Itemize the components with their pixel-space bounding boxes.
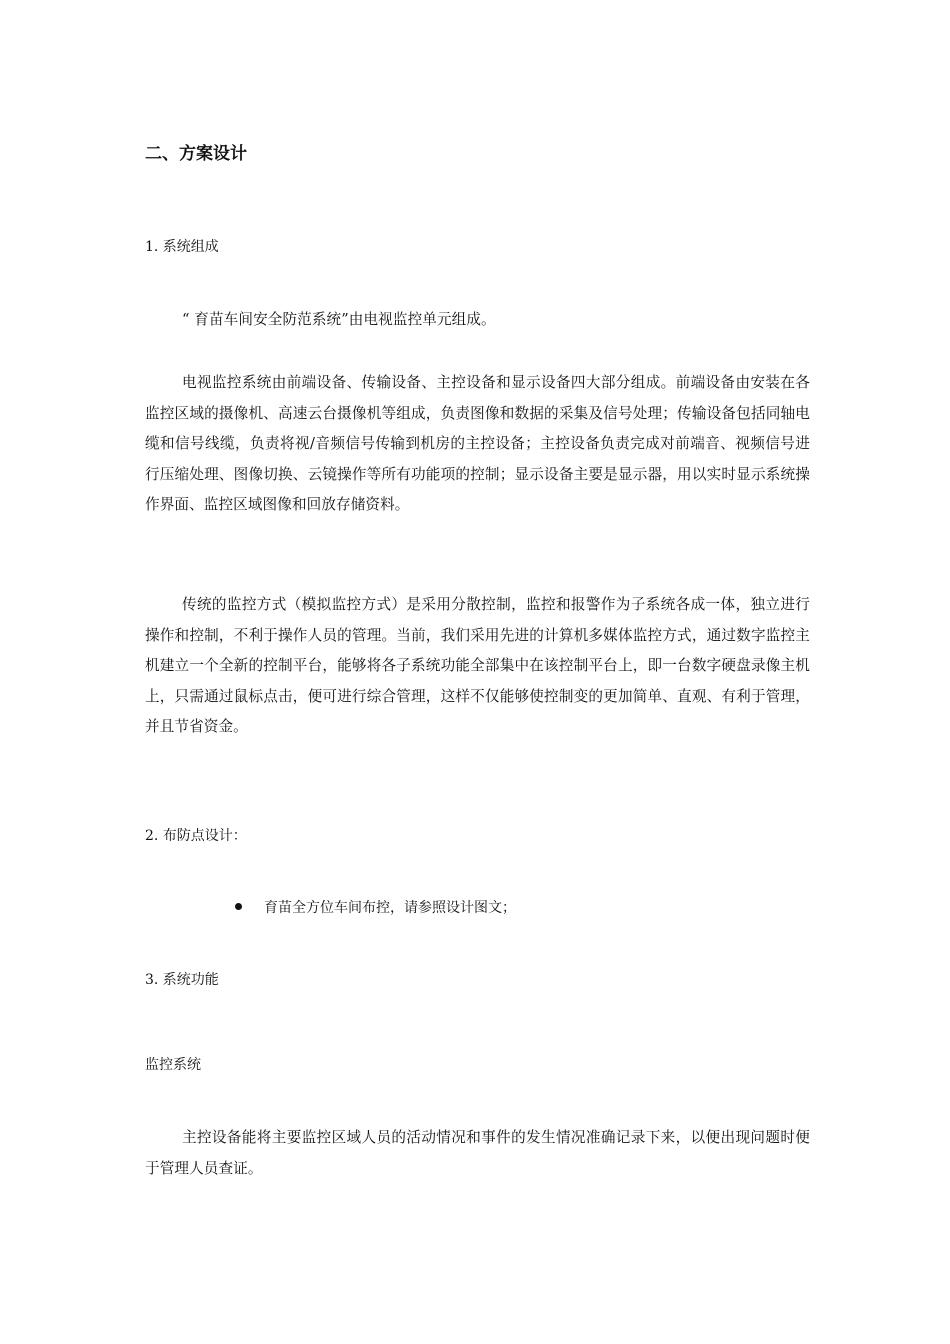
heading-system-functions: 3. 系统功能	[145, 972, 219, 988]
paragraph-monitoring-components: 电视监控系统由前端设备、传输设备、主控设备和显示设备四大部分组成。前端设备由安装在各监控区域的摄像机、高速云台摄像机等组成，负责图像和数据的采集及信号处理；传输设备包括同轴电缆和信号线缆，负责将视/音频信号传输到机房的主控设备；主控设备负责完成对前端音、视频信号进行压缩处理、图像切换、云镜操作等所有功能项的控制；显示设备主要是显示器，用以实时显示系统操作界面、监控区域图像和回放存储资料。	[145, 374, 810, 513]
paragraph-main-control-recording: 主控设备能将主要监控区域人员的活动情况和事件的发生情况准确记录下来，以便出现问题时便于管理人员查证。	[145, 1129, 810, 1177]
bullet-text: 育苗全方位车间布控，请参照设计图文；	[264, 900, 516, 916]
paragraph-traditional-vs-digital: 传统的监控方式（模拟监控方式）是采用分散控制，监控和报警作为子系统各成一体，独立进行操作和控制，不利于操作人员的管理。当前，我们采用先进的计算机多媒体监控方式，通过数字监控主机建立一个全新的控制平台，能够将各子系统功能全部集中在该控制平台上，即一台数字硬盘录像主机上，只需通过鼠标点击，便可进行综合管理，这样不仅能够使控制变的更加简单、直观、有利于管理，并且节省资金。	[145, 596, 810, 735]
paragraph-system-intro: “ 育苗车间安全防范系统”由电视监控单元组成。	[182, 311, 496, 328]
subheading-monitoring-system: 监控系统	[145, 1057, 201, 1073]
heading-system-composition: 1. 系统组成	[145, 239, 219, 255]
bullet-icon	[235, 903, 242, 910]
section-title: 二、方案设计	[145, 144, 247, 164]
bullet-list-item	[235, 898, 516, 918]
heading-deployment-design: 2. 布防点设计：	[145, 828, 247, 844]
